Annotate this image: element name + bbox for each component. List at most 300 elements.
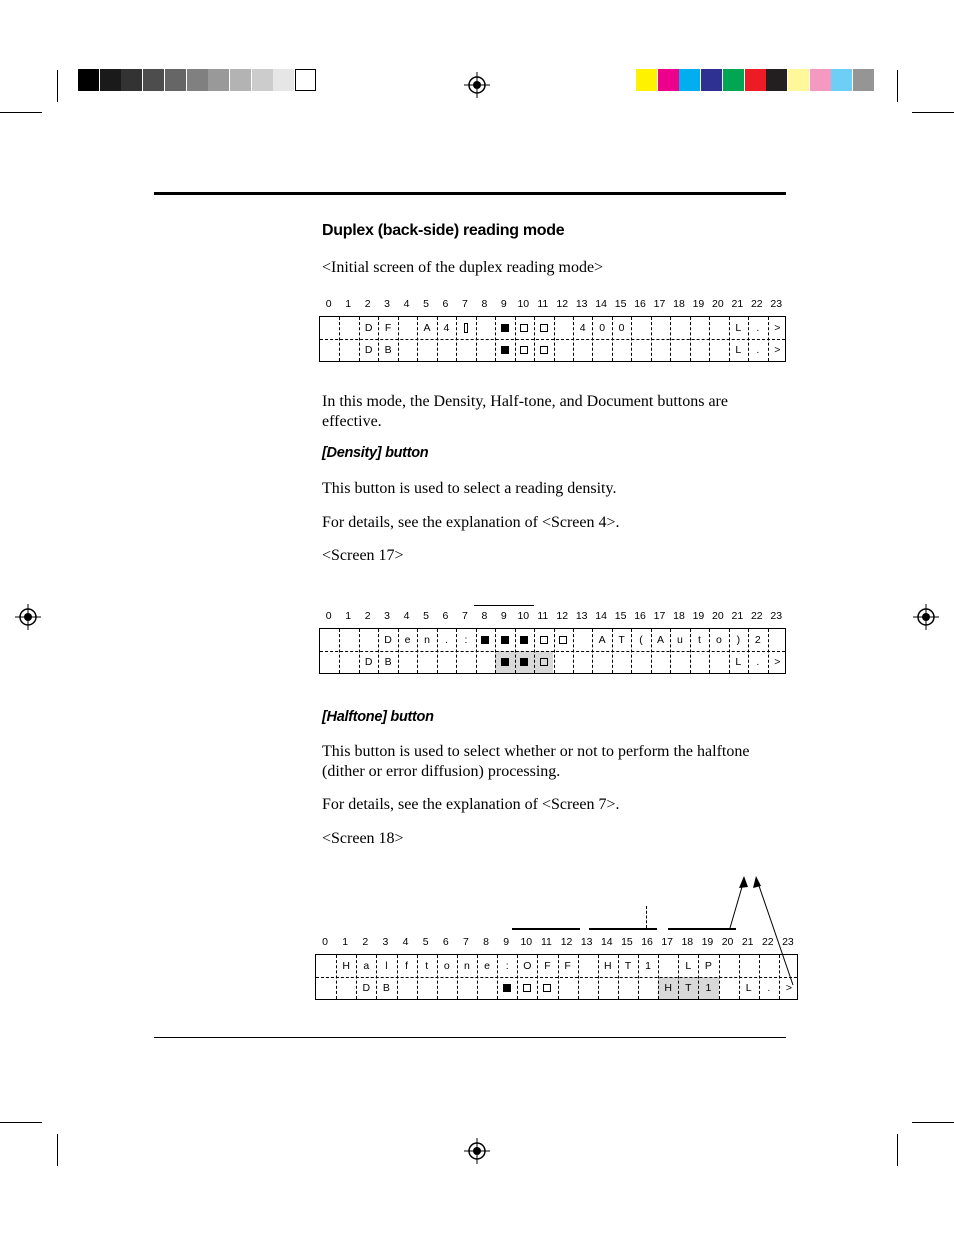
column-number: 16 bbox=[634, 298, 646, 310]
lcd-cell bbox=[398, 651, 417, 673]
column-number: 22 bbox=[750, 610, 763, 622]
annotation-line bbox=[646, 906, 647, 928]
lcd-cell bbox=[618, 977, 638, 999]
column-number: 23 bbox=[782, 936, 794, 948]
lcd-row bbox=[320, 339, 785, 361]
color-swatch bbox=[853, 69, 874, 91]
column-number: 1 bbox=[345, 610, 352, 622]
column-number: 13 bbox=[580, 936, 593, 948]
column-divider bbox=[495, 317, 496, 361]
column-number: 2 bbox=[364, 298, 371, 310]
color-swatch bbox=[252, 69, 273, 91]
column-divider bbox=[376, 955, 377, 999]
lcd-cell: 0 bbox=[618, 322, 625, 334]
color-swatch bbox=[636, 69, 657, 91]
lcd-cell bbox=[316, 977, 336, 999]
lcd-cell bbox=[339, 629, 358, 651]
lcd-cell bbox=[709, 317, 728, 339]
column-divider bbox=[339, 317, 340, 361]
lcd-cell bbox=[316, 955, 336, 977]
section-heading: Duplex (back-side) reading mode bbox=[322, 222, 565, 239]
column-number: 4 bbox=[403, 610, 410, 622]
lcd-cell: l bbox=[385, 960, 388, 972]
lcd-cell bbox=[537, 977, 557, 999]
column-divider bbox=[356, 955, 357, 999]
lcd-cell bbox=[690, 317, 709, 339]
column-divider bbox=[476, 317, 477, 361]
column-number: 10 bbox=[517, 610, 530, 622]
thin-square-icon bbox=[464, 323, 468, 333]
crop-mark bbox=[0, 112, 42, 113]
lcd-cell bbox=[573, 629, 592, 651]
lcd-cell: F bbox=[544, 960, 551, 972]
lcd-cell bbox=[670, 651, 689, 673]
registration-target-icon bbox=[464, 72, 490, 98]
lcd-cell bbox=[320, 651, 339, 673]
column-number: 23 bbox=[770, 610, 783, 622]
column-divider bbox=[378, 317, 379, 361]
column-divider bbox=[729, 317, 730, 361]
column-divider bbox=[709, 317, 710, 361]
lcd-cell bbox=[456, 317, 475, 339]
lcd-cell bbox=[651, 339, 670, 361]
lcd-cell: . bbox=[767, 982, 771, 994]
lcd-cell bbox=[631, 651, 650, 673]
column-number: 10 bbox=[520, 936, 533, 948]
lcd-cell bbox=[690, 339, 709, 361]
column-number: 9 bbox=[500, 610, 507, 622]
column-number: 5 bbox=[423, 610, 429, 622]
lcd-cell bbox=[709, 651, 728, 673]
column-divider bbox=[554, 317, 555, 361]
column-number: 20 bbox=[712, 610, 724, 622]
lcd-cell bbox=[554, 339, 573, 361]
column-divider bbox=[573, 629, 574, 673]
column-number: 2 bbox=[364, 610, 371, 622]
empty-square-icon bbox=[520, 324, 528, 332]
lcd-cell: . bbox=[445, 634, 448, 646]
intro-caption: <Initial screen of the duplex reading mode> bbox=[322, 259, 604, 276]
lcd-cell: n bbox=[464, 960, 470, 972]
column-divider bbox=[670, 629, 671, 673]
crop-mark bbox=[57, 70, 58, 102]
column-number: 17 bbox=[661, 936, 674, 948]
column-number: 21 bbox=[731, 610, 744, 622]
lcd-cell bbox=[495, 339, 514, 361]
full-square-icon bbox=[481, 636, 489, 644]
column-divider bbox=[437, 317, 438, 361]
column-number: 9 bbox=[503, 936, 510, 948]
lcd-cell bbox=[631, 317, 650, 339]
crop-mark bbox=[912, 1122, 954, 1123]
full-square-icon bbox=[501, 658, 509, 666]
column-number: 7 bbox=[462, 610, 468, 622]
lcd-cell: L bbox=[735, 344, 742, 356]
lcd-cell: H bbox=[604, 960, 612, 972]
lcd-cell: u bbox=[677, 634, 683, 646]
column-number: 18 bbox=[673, 610, 685, 622]
column-divider bbox=[456, 317, 457, 361]
column-divider bbox=[573, 317, 574, 361]
mode-paragraph: In this mode, the Density, Half-tone, and Document buttons are effective. bbox=[322, 393, 728, 430]
column-divider bbox=[417, 955, 418, 999]
lcd-cell bbox=[612, 651, 631, 673]
color-swatch bbox=[831, 69, 852, 91]
column-divider bbox=[768, 629, 769, 673]
density-details: For details, see the explanation of <Screen 4>. bbox=[322, 514, 620, 531]
lcd-cell: : bbox=[464, 634, 468, 646]
lcd-cell bbox=[476, 629, 495, 651]
lcd-cell: D bbox=[364, 656, 373, 668]
footer-rule bbox=[154, 1037, 786, 1038]
density-paragraph: This button is used to select a reading density. bbox=[322, 480, 617, 497]
column-number: 8 bbox=[481, 610, 488, 622]
full-square-icon bbox=[503, 984, 511, 992]
column-number: 15 bbox=[614, 610, 627, 622]
color-swatch bbox=[766, 69, 787, 91]
lcd-cell bbox=[573, 651, 592, 673]
lcd-cell: P bbox=[704, 960, 712, 972]
column-divider bbox=[534, 629, 535, 673]
lcd-cell: t bbox=[697, 634, 701, 646]
color-swatch bbox=[679, 69, 700, 91]
column-number: 18 bbox=[673, 298, 685, 310]
annotation-line bbox=[512, 928, 580, 930]
lcd-cell bbox=[320, 339, 339, 361]
column-number: 16 bbox=[634, 610, 646, 622]
column-number: 15 bbox=[614, 298, 627, 310]
column-divider bbox=[457, 955, 458, 999]
lcd-cell: : bbox=[505, 960, 509, 972]
lcd-cell: H bbox=[342, 960, 350, 972]
screen-18-caption: <Screen 18> bbox=[322, 830, 404, 847]
lcd-cell bbox=[437, 977, 457, 999]
crop-mark bbox=[897, 70, 898, 102]
lcd-cell: A bbox=[423, 322, 431, 334]
lcd-cell: a bbox=[363, 960, 370, 972]
color-swatch bbox=[701, 69, 722, 91]
lcd-cell bbox=[573, 339, 592, 361]
column-number: 16 bbox=[641, 936, 653, 948]
lcd-cell: . bbox=[756, 344, 760, 356]
lcd-cell bbox=[398, 317, 417, 339]
column-divider bbox=[612, 317, 613, 361]
lcd-cell: D bbox=[364, 344, 373, 356]
color-swatch bbox=[723, 69, 744, 91]
empty-square-icon bbox=[543, 984, 551, 992]
lcd-cell bbox=[495, 317, 514, 339]
lcd-cell bbox=[768, 629, 787, 651]
lcd-cell: > bbox=[774, 322, 781, 334]
lcd-cell bbox=[658, 955, 678, 977]
lcd-cell bbox=[495, 651, 514, 673]
lcd-cell bbox=[476, 339, 495, 361]
lcd-cell: L bbox=[735, 322, 742, 334]
lcd-cell: F bbox=[384, 322, 392, 334]
lcd-cell: B bbox=[382, 982, 390, 994]
color-swatch bbox=[273, 69, 294, 91]
column-divider bbox=[554, 629, 555, 673]
column-number: 19 bbox=[692, 298, 705, 310]
column-number: 11 bbox=[540, 936, 552, 948]
lcd-cell: A bbox=[598, 634, 606, 646]
column-number: 7 bbox=[462, 298, 468, 310]
column-divider bbox=[631, 317, 632, 361]
column-number: 20 bbox=[721, 936, 734, 948]
color-swatch bbox=[658, 69, 679, 91]
column-divider bbox=[476, 629, 477, 673]
lcd-cell: B bbox=[384, 344, 392, 356]
lcd-cell: > bbox=[774, 344, 781, 356]
lcd-cell bbox=[456, 339, 475, 361]
density-heading: [Density] button bbox=[322, 445, 429, 461]
column-number: 13 bbox=[575, 610, 588, 622]
color-swatch bbox=[208, 69, 229, 91]
lcd-cell bbox=[417, 977, 437, 999]
column-number: 3 bbox=[384, 610, 391, 622]
column-number: 12 bbox=[560, 936, 573, 948]
lcd-cell: 0 bbox=[599, 322, 606, 334]
lcd-cell bbox=[690, 651, 709, 673]
empty-square-icon bbox=[540, 636, 548, 644]
lcd-cell: > bbox=[774, 656, 781, 668]
screen-17-caption: <Screen 17> bbox=[322, 547, 404, 564]
row-divider bbox=[320, 651, 785, 652]
column-divider bbox=[398, 629, 399, 673]
lcd-cell bbox=[477, 977, 497, 999]
registration-target-icon bbox=[15, 604, 41, 630]
lcd-row bbox=[320, 317, 785, 339]
lcd-row bbox=[320, 629, 785, 651]
empty-square-icon bbox=[540, 658, 548, 666]
column-numbers bbox=[319, 610, 786, 624]
lcd-cell bbox=[456, 651, 475, 673]
lcd-cell bbox=[534, 317, 553, 339]
column-divider bbox=[558, 955, 559, 999]
column-divider bbox=[359, 317, 360, 361]
column-divider bbox=[651, 629, 652, 673]
column-divider bbox=[515, 629, 516, 673]
full-square-icon bbox=[501, 324, 509, 332]
column-number: 19 bbox=[701, 936, 714, 948]
lcd-cell bbox=[476, 651, 495, 673]
halftone-details: For details, see the explanation of <Screen 7>. bbox=[322, 796, 620, 813]
column-divider bbox=[592, 629, 593, 673]
lcd-cell bbox=[359, 629, 378, 651]
empty-square-icon bbox=[559, 636, 567, 644]
column-divider bbox=[638, 955, 639, 999]
lcd-cell: T bbox=[618, 634, 625, 646]
lcd-cell: e bbox=[484, 960, 490, 972]
column-divider bbox=[598, 955, 599, 999]
lcd-cell: D bbox=[364, 322, 373, 334]
lcd-cell bbox=[397, 977, 417, 999]
lcd-cell bbox=[517, 977, 537, 999]
lcd-cell: T bbox=[624, 960, 632, 972]
lcd-cell: B bbox=[384, 656, 392, 668]
lcd-cell: 1 bbox=[645, 960, 651, 972]
lcd-cell bbox=[554, 629, 573, 651]
color-swatch bbox=[121, 69, 142, 91]
column-divider bbox=[534, 317, 535, 361]
column-divider bbox=[631, 629, 632, 673]
lcd-cell bbox=[651, 651, 670, 673]
lcd-cell bbox=[534, 629, 553, 651]
lcd-cell bbox=[534, 339, 553, 361]
arrow-icon bbox=[720, 870, 800, 990]
lcd-cell bbox=[437, 651, 456, 673]
column-number: 10 bbox=[517, 298, 530, 310]
column-number: 0 bbox=[322, 936, 328, 948]
lcd-grid bbox=[319, 628, 786, 674]
lcd-cell bbox=[417, 339, 436, 361]
full-square-icon bbox=[520, 658, 528, 666]
lcd-cell bbox=[336, 977, 356, 999]
column-number: 8 bbox=[481, 298, 488, 310]
column-number: 4 bbox=[402, 936, 409, 948]
column-divider bbox=[592, 317, 593, 361]
column-number: 11 bbox=[537, 298, 549, 310]
full-square-icon bbox=[501, 636, 509, 644]
color-swatch bbox=[788, 69, 809, 91]
lcd-cell bbox=[534, 651, 553, 673]
column-number: 6 bbox=[442, 610, 449, 622]
lcd-cell: ) bbox=[736, 634, 741, 646]
column-divider bbox=[378, 629, 379, 673]
lcd-cell: . bbox=[756, 656, 760, 668]
lcd-cell: L bbox=[735, 656, 742, 668]
column-number: 6 bbox=[442, 936, 449, 948]
lcd-cell bbox=[670, 339, 689, 361]
column-number: 1 bbox=[342, 936, 349, 948]
lcd-cell: L bbox=[745, 982, 752, 994]
lcd-cell bbox=[339, 317, 358, 339]
lcd-cell bbox=[339, 651, 358, 673]
column-divider bbox=[768, 317, 769, 361]
lcd-row bbox=[320, 651, 785, 673]
column-divider bbox=[709, 629, 710, 673]
lcd-cell: 4 bbox=[443, 322, 450, 334]
column-number: 1 bbox=[345, 298, 352, 310]
column-divider bbox=[678, 955, 679, 999]
lcd-cell bbox=[515, 339, 534, 361]
lcd-cell: O bbox=[523, 960, 532, 972]
lcd-cell bbox=[709, 339, 728, 361]
column-divider bbox=[612, 629, 613, 673]
lcd-cell: . bbox=[756, 322, 760, 334]
crop-mark bbox=[57, 1134, 58, 1166]
column-number: 7 bbox=[463, 936, 469, 948]
color-swatch bbox=[143, 69, 164, 91]
column-number: 17 bbox=[653, 610, 666, 622]
column-divider bbox=[698, 955, 699, 999]
lcd-cell: H bbox=[658, 977, 678, 999]
column-number: 5 bbox=[422, 936, 429, 948]
lcd-grid bbox=[319, 316, 786, 362]
lcd-cell: t bbox=[425, 960, 429, 972]
column-divider bbox=[748, 317, 749, 361]
lcd-cell bbox=[515, 651, 534, 673]
color-swatch bbox=[187, 69, 208, 91]
column-number: 0 bbox=[325, 610, 332, 622]
color-swatch bbox=[78, 69, 99, 91]
color-swatch bbox=[230, 69, 251, 91]
lcd-cell bbox=[457, 977, 477, 999]
column-number: 21 bbox=[741, 936, 754, 948]
column-divider bbox=[618, 955, 619, 999]
column-divider bbox=[477, 955, 478, 999]
column-number: 13 bbox=[575, 298, 588, 310]
lcd-cell: D bbox=[362, 982, 371, 994]
column-divider bbox=[417, 317, 418, 361]
column-number: 0 bbox=[325, 298, 332, 310]
column-divider bbox=[729, 629, 730, 673]
lcd-cell: 1 bbox=[698, 977, 718, 999]
column-number: 15 bbox=[621, 936, 633, 948]
column-divider bbox=[515, 317, 516, 361]
column-divider bbox=[658, 955, 659, 999]
column-divider bbox=[359, 629, 360, 673]
column-number: 14 bbox=[595, 610, 607, 622]
column-divider bbox=[336, 955, 337, 999]
column-number: 2 bbox=[362, 936, 369, 948]
row-divider bbox=[320, 339, 785, 340]
column-divider bbox=[537, 955, 538, 999]
lcd-cell bbox=[598, 977, 618, 999]
color-swatch bbox=[295, 69, 316, 91]
lcd-cell bbox=[554, 317, 573, 339]
lcd-cell: n bbox=[424, 634, 430, 646]
column-divider bbox=[690, 317, 691, 361]
halftone-heading: [Halftone] button bbox=[322, 709, 434, 725]
column-number: 12 bbox=[556, 298, 569, 310]
empty-square-icon bbox=[540, 346, 548, 354]
color-swatch bbox=[100, 69, 121, 91]
column-divider bbox=[398, 317, 399, 361]
lcd-cell: T bbox=[678, 977, 698, 999]
column-number: 17 bbox=[653, 298, 666, 310]
lcd-cell bbox=[417, 651, 436, 673]
lcd-cell bbox=[631, 339, 650, 361]
lcd-cell bbox=[651, 317, 670, 339]
column-number: 4 bbox=[403, 298, 410, 310]
empty-square-icon bbox=[540, 324, 548, 332]
lcd-cell bbox=[339, 339, 358, 361]
column-divider bbox=[437, 955, 438, 999]
crop-mark bbox=[912, 112, 954, 113]
lcd-cell bbox=[320, 317, 339, 339]
lcd-cell: o bbox=[443, 960, 450, 972]
halftone-paragraph: This button is used to select whether or not to perform the halftone (dither or error diffusion) processing. bbox=[322, 743, 750, 780]
full-square-icon bbox=[520, 636, 528, 644]
lcd-cell bbox=[554, 651, 573, 673]
column-number: 9 bbox=[500, 298, 507, 310]
lcd-cell bbox=[515, 317, 534, 339]
column-number: 22 bbox=[761, 936, 774, 948]
lcd-cell: D bbox=[384, 634, 392, 646]
lcd-cell bbox=[592, 339, 611, 361]
column-divider bbox=[497, 955, 498, 999]
lcd-cell bbox=[515, 629, 534, 651]
column-number: 5 bbox=[423, 298, 429, 310]
lcd-cell bbox=[320, 629, 339, 651]
column-divider bbox=[397, 955, 398, 999]
lcd-cell bbox=[558, 977, 578, 999]
column-number: 18 bbox=[681, 936, 694, 948]
lcd-cell: e bbox=[404, 634, 411, 646]
column-divider bbox=[417, 629, 418, 673]
column-divider bbox=[339, 629, 340, 673]
